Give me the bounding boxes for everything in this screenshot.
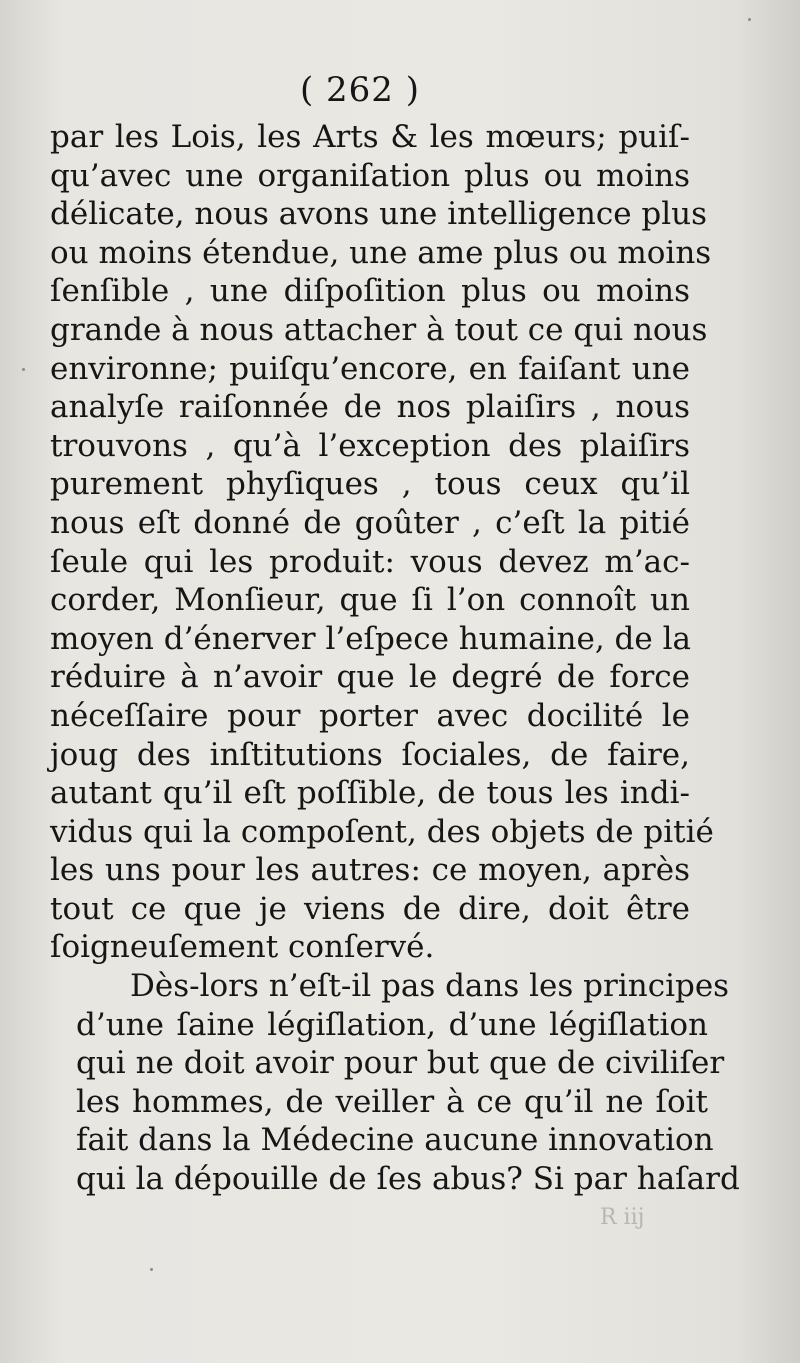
text-line: fait dans la Médecine aucune innovation [76, 1122, 714, 1159]
text-line: joug des inſtitutions ſociales, de faire, [50, 736, 690, 773]
text-line: analyſe raiſonnée de nos plaiſirs , nous [50, 389, 690, 426]
page-number: ( 262 ) [299, 70, 421, 110]
text-line: autant qu’il eſt poſſible, de tous les indi- [50, 775, 690, 812]
text-line: qui ne doit avoir pour but que de civiliſer [76, 1045, 725, 1082]
text-line: par les Lois, les Arts & les mœurs; puiſ- [50, 119, 690, 155]
text-line: les uns pour les autres: ce moyen, après [50, 852, 690, 889]
text-line: nous eſt donné de goûter , c’eſt la pitié [50, 504, 690, 541]
signature-mark: R iij [600, 1205, 645, 1230]
text-line: délicate, nous avons une intelligence plus [50, 196, 708, 233]
text-line: grande à nous attacher à tout ce qui nous [50, 311, 708, 348]
text-line: vidus qui la compoſent, des objets de pitié [50, 813, 714, 850]
paragraph-first-line: Dès-lors n’eſt-il pas dans les principes [130, 968, 730, 1005]
text-line: purement phyſiques , tous ceux qu’il [50, 466, 690, 503]
text-line: qu’avec une organiſation plus ou moins [50, 157, 690, 194]
text-line: réduire à n’avoir que le degré de force [50, 659, 690, 696]
text-line: environne; puiſqu’encore, en faiſant une [50, 350, 690, 387]
paragraph-last-line: ſoigneuſement conſervé. [50, 929, 435, 966]
paper-speck [22, 368, 25, 371]
text-line: trouvons , qu’à l’exception des plaiſirs [50, 427, 690, 464]
text-line: les hommes, de veiller à ce qu’il ne ſoit [76, 1083, 708, 1120]
paper-speck [748, 18, 751, 21]
text-line: ſenſible , une diſpoſition plus ou moins [50, 273, 690, 310]
text-line: tout ce que je viens de dire, doit être [50, 890, 690, 927]
text-line: qui la dépouille de ſes abus? Si par haſard [76, 1161, 740, 1198]
text-line: ſeule qui les produit: vous devez m’ac- [50, 543, 690, 580]
paper-speck [150, 1268, 153, 1271]
text-line: d’une ſaine légiſlation, d’une légiſlation [76, 1006, 708, 1043]
text-line: néceſſaire pour porter avec docilité le [50, 697, 690, 734]
text-line: ou moins étendue, une ame plus ou moins [50, 234, 712, 271]
text-line: corder, Monſieur, que ſi l’on connoît un [50, 582, 690, 619]
body-text [50, 118, 740, 1199]
text-line: moyen d’énerver l’eſpece humaine, de la [50, 620, 691, 657]
